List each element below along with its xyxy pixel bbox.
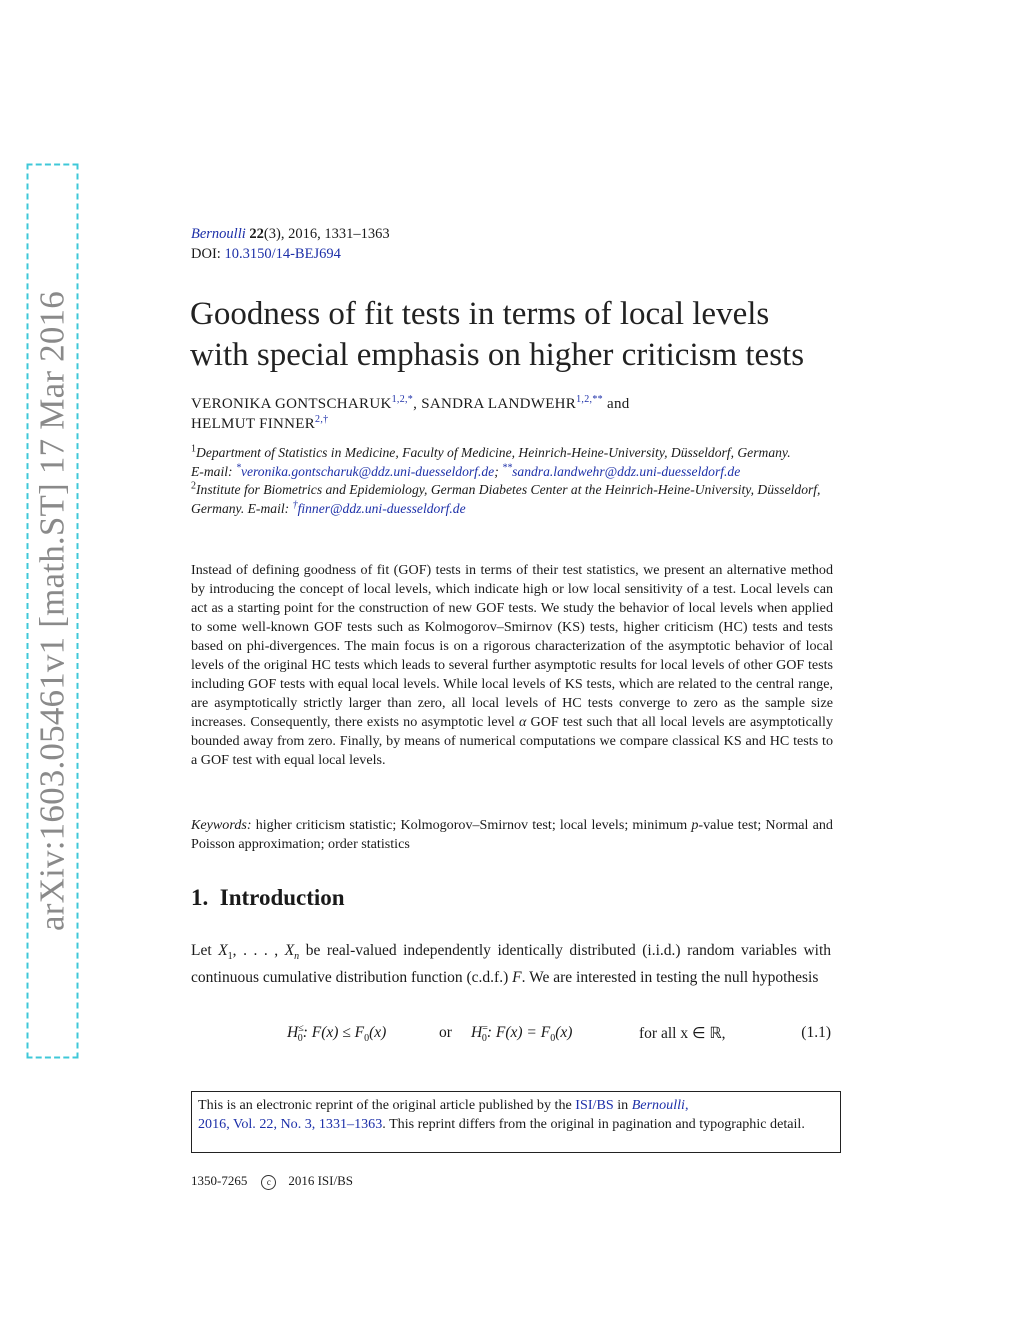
- reprint-text-2: in: [613, 1097, 632, 1113]
- isi-bs-link[interactable]: ISI/BS: [575, 1097, 614, 1113]
- footer: [191, 1173, 353, 1190]
- author-3: HELMUT FINNER: [191, 416, 316, 432]
- journal-issue: (3), 2016, 1331–1363: [263, 226, 390, 242]
- keywords-text-2: -value test; Normal and Poisson approximation; order statistics: [191, 817, 833, 852]
- reprint-comma: ,: [684, 1097, 689, 1113]
- arxiv-stamp[interactable]: arXiv:1603.05461v1 [math.ST] 17 Mar 2016: [27, 164, 79, 1059]
- bernoulli-link[interactable]: Bernoulli: [631, 1097, 685, 1113]
- abstract-part-2: GOF test such that all local levels are asymptotically bounded away from zero. Finally, by means of numerical computations we compare classical KS and HC tests to a GOF test with equal local levels.: [191, 714, 833, 768]
- intro-text-3: . We are interested in testing the null hypothesis: [521, 969, 819, 987]
- issn: 1350-7265: [191, 1173, 248, 1188]
- abstract: [191, 561, 833, 770]
- author-1-affil[interactable]: 1,2,*: [391, 394, 414, 405]
- eq-or: or: [439, 1024, 452, 1041]
- journal-citation: [191, 224, 390, 244]
- affil-1-number: 1: [191, 443, 196, 455]
- doi-label: DOI:: [191, 246, 221, 262]
- keywords: [191, 816, 833, 854]
- email-2-link[interactable]: sandra.landwehr@ddz.uni-duesseldorf.de: [512, 463, 741, 479]
- email-label: E-mail:: [191, 463, 236, 479]
- author-2-affil[interactable]: 1,2,**: [576, 394, 603, 405]
- volume-link[interactable]: 2016, Vol. 22, No. 3, 1331–1363: [198, 1116, 383, 1132]
- intro-var-x1: X: [218, 942, 228, 959]
- author-1: VERONIKA GONTSCHARUK: [191, 396, 392, 412]
- author-2: , SANDRA LANDWEHR: [413, 396, 577, 412]
- eq-for-all: for all x ∈ ℝ,: [639, 1025, 726, 1042]
- email-3-link[interactable]: finner@ddz.uni-duesseldorf.de: [297, 500, 466, 516]
- author-3-affil[interactable]: 2,†: [315, 414, 329, 425]
- email-3-mark: †: [292, 499, 298, 511]
- equation-1-1: [191, 1024, 831, 1046]
- affil-2-text: Institute for Biometrics and Epidemiology, German Diabetes Center at the Heinrich-Heine-University, Düsseldorf, Germany. E-mail:: [191, 482, 821, 516]
- intro-var-xn: X: [284, 942, 295, 959]
- doi-line: [191, 244, 390, 264]
- keywords-text-1: higher criticism statistic; Kolmogorov–Smirnov test; local levels; minimum: [251, 817, 692, 833]
- affil-1-text: Department of Statistics in Medicine, Faculty of Medicine, Heinrich-Heine-University, Düsseldorf, Germany.: [196, 445, 791, 460]
- paper-title: [190, 294, 870, 376]
- doi-link[interactable]: 10.3150/14-BEJ694: [224, 246, 341, 262]
- email-1-mark: *: [235, 462, 241, 474]
- email-1-link[interactable]: veronika.gontscharuk@ddz.uni-duesseldorf.de: [240, 463, 495, 479]
- abstract-part-1: Instead of defining goodness of fit (GOF) tests in terms of their test statistics, we present an alternative method by introducing the concept of local levels, which indicate high or low local sensitivity of a test. Local levels can act as a starting point for the construction of new GOF tests. We study the behavior of local levels when applied to some well-known GOF tests such as Kolmogorov–Smirnov (KS) tests, higher criticism (HC) tests and tests based on phi-divergences. The main focus is on a rigorous characterization of the asymptotic behavior of local levels of the original HC tests which leads to several further asymptotic results for local levels of other GOF tests including GOF tests with equal local levels. While local levels of KS tests, which are related to the central range, are asymptotically strictly larger than zero, all local levels of HC tests converge to zero as the sample size increases. Consequently, there exists no asymptotic level: [191, 562, 833, 730]
- intro-text-2: be real-valued independently identically distributed (i.i.d.) random variables with continuous cumulative distribution function (c.d.f.): [191, 942, 831, 987]
- section-heading: [191, 885, 345, 911]
- authors: [191, 394, 851, 434]
- keywords-label: Keywords:: [191, 817, 252, 833]
- journal-link[interactable]: Bernoulli: [191, 226, 246, 242]
- email-2-mark: **: [502, 462, 513, 474]
- abstract-alpha: α: [518, 714, 527, 730]
- eq-left: $H^\le_0$: $F(x) \le F_0(x)$: [287, 1022, 387, 1045]
- intro-text-1: Let: [191, 942, 219, 959]
- copyright-icon: c: [261, 1175, 276, 1190]
- title-line-2: with special emphasis on higher criticism tests: [190, 337, 805, 373]
- eq-right: $H^=_0$: $F(x) = F_0(x)$: [471, 1022, 573, 1045]
- reprint-text-3: . This reprint differs from the original in pagination and typographic detail.: [382, 1116, 805, 1132]
- copyright-text: 2016 ISI/BS: [288, 1173, 353, 1188]
- journal-info: [191, 224, 390, 264]
- keywords-p: p: [691, 817, 699, 833]
- journal-volume: 22: [249, 226, 264, 242]
- intro-paragraph: Let $X_1$, . . . , $X_n$ be real-valued independently identically distributed (i.i.d.) random variables with continuous cumulative distribution function (c.d.f.) F. We are interested in testing the null hypothesis: [191, 942, 831, 987]
- intro-var-f: F: [512, 969, 522, 987]
- email-separator: ;: [494, 463, 503, 479]
- reprint-text-1: This is an electronic reprint of the original article published by the: [198, 1097, 576, 1113]
- eq-number: (1.1): [801, 1024, 831, 1041]
- affil-2-number: 2: [191, 480, 196, 492]
- title-line-1: Goodness of fit tests in terms of local levels: [190, 296, 770, 332]
- reprint-notice: [191, 1091, 841, 1153]
- section-title: Introduction: [219, 885, 345, 910]
- affiliations: [191, 444, 851, 518]
- section-number: 1.: [191, 885, 209, 910]
- authors-and: and: [602, 396, 630, 412]
